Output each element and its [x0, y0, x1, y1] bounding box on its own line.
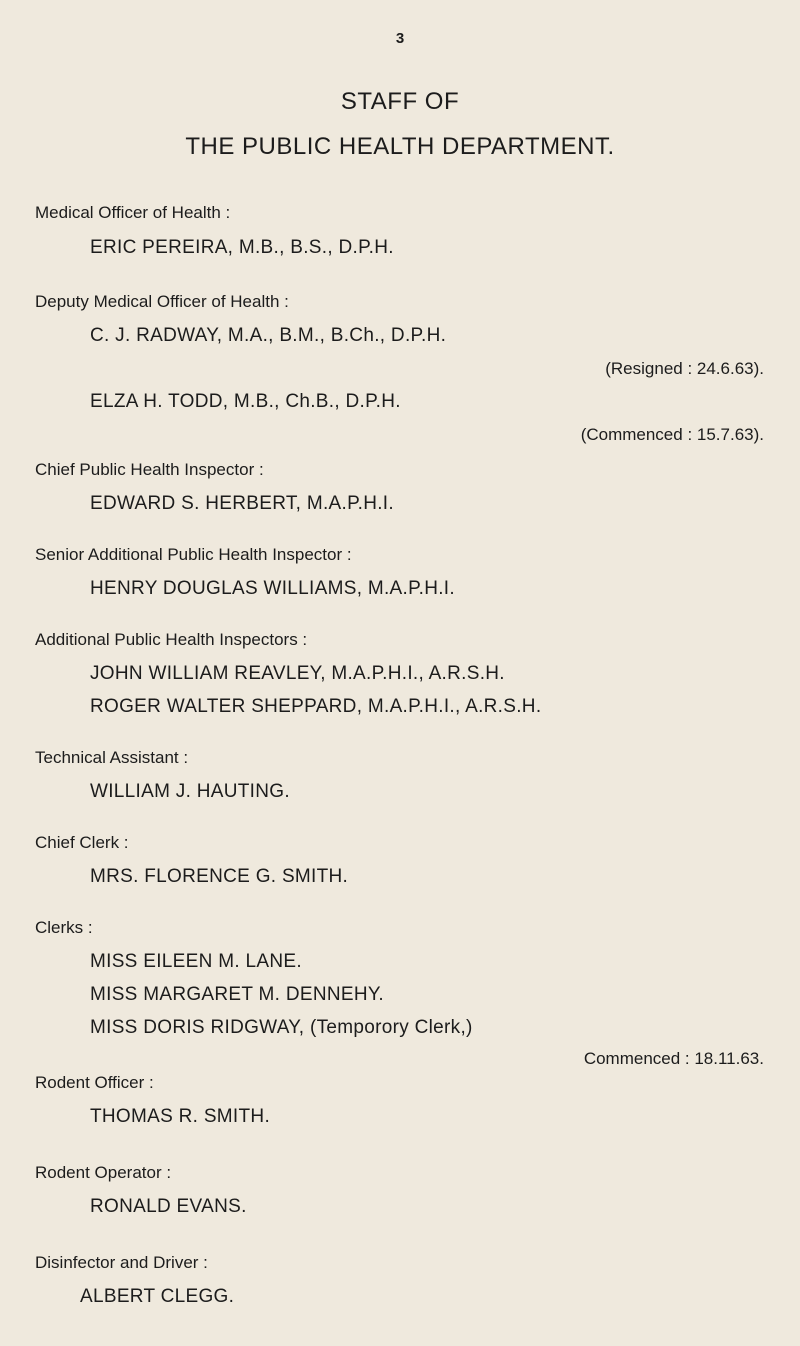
staff-name-disinfector: ALBERT CLEGG.: [80, 1286, 235, 1307]
staff-name-additional-phi-1: JOHN WILLIAM REAVLEY, M.A.P.H.I., A.R.S.H.: [90, 663, 505, 684]
staff-name-clerk-1: MISS EILEEN M. LANE.: [90, 951, 302, 972]
staff-name-deputy-2: ELZA H. TODD, M.B., Ch.B., D.P.H.: [90, 391, 401, 412]
staff-name-additional-phi-2: ROGER WALTER SHEPPARD, M.A.P.H.I., A.R.S.H.: [90, 696, 542, 717]
staff-name-deputy-1: C. J. RADWAY, M.A., B.M., B.Ch., D.P.H.: [90, 325, 447, 346]
section-label-rodent-operator: Rodent Operator :: [35, 1163, 172, 1182]
staff-name-moh: ERIC PEREIRA, M.B., B.S., D.P.H.: [90, 237, 394, 258]
section-label-additional-phi: Additional Public Health Inspectors :: [35, 630, 308, 649]
clerk-3-status-note: Commenced : 18.11.63.: [583, 1049, 764, 1068]
staff-name-clerk-2: MISS MARGARET M. DENNEHY.: [90, 984, 384, 1005]
page-title-line-1: STAFF OF: [340, 88, 460, 115]
staff-name-technical: WILLIAM J. HAUTING.: [90, 781, 290, 802]
section-label-senior-phi: Senior Additional Public Health Inspector :: [35, 545, 352, 564]
section-label-chief-phi: Chief Public Health Inspector :: [35, 460, 264, 479]
section-label-disinfector: Disinfector and Driver :: [35, 1253, 208, 1272]
deputy-2-status-note: (Commenced : 15.7.63).: [580, 425, 764, 444]
staff-name-senior-phi: HENRY DOUGLAS WILLIAMS, M.A.P.H.I.: [90, 578, 455, 599]
staff-name-chief-clerk: MRS. FLORENCE G. SMITH.: [90, 866, 349, 887]
staff-name-chief-phi: EDWARD S. HERBERT, M.A.P.H.I.: [90, 493, 394, 514]
deputy-1-status-note: (Resigned : 24.6.63).: [605, 359, 764, 378]
page-number: 3: [395, 30, 405, 47]
section-label-clerks: Clerks :: [35, 918, 93, 937]
staff-name-clerk-3: MISS DORIS RIDGWAY, (Temporory Clerk,): [90, 1017, 473, 1038]
section-label-chief-clerk: Chief Clerk :: [35, 833, 129, 852]
staff-name-rodent-officer: THOMAS R. SMITH.: [90, 1106, 271, 1127]
section-label-rodent-officer: Rodent Officer :: [35, 1073, 154, 1092]
section-label-technical: Technical Assistant :: [35, 748, 189, 767]
page-title-line-2: THE PUBLIC HEALTH DEPARTMENT.: [185, 133, 615, 160]
section-label-deputy-moh: Deputy Medical Officer of Health :: [35, 292, 289, 311]
section-label-moh: Medical Officer of Health :: [35, 203, 231, 222]
staff-name-rodent-operator: RONALD EVANS.: [90, 1196, 247, 1217]
